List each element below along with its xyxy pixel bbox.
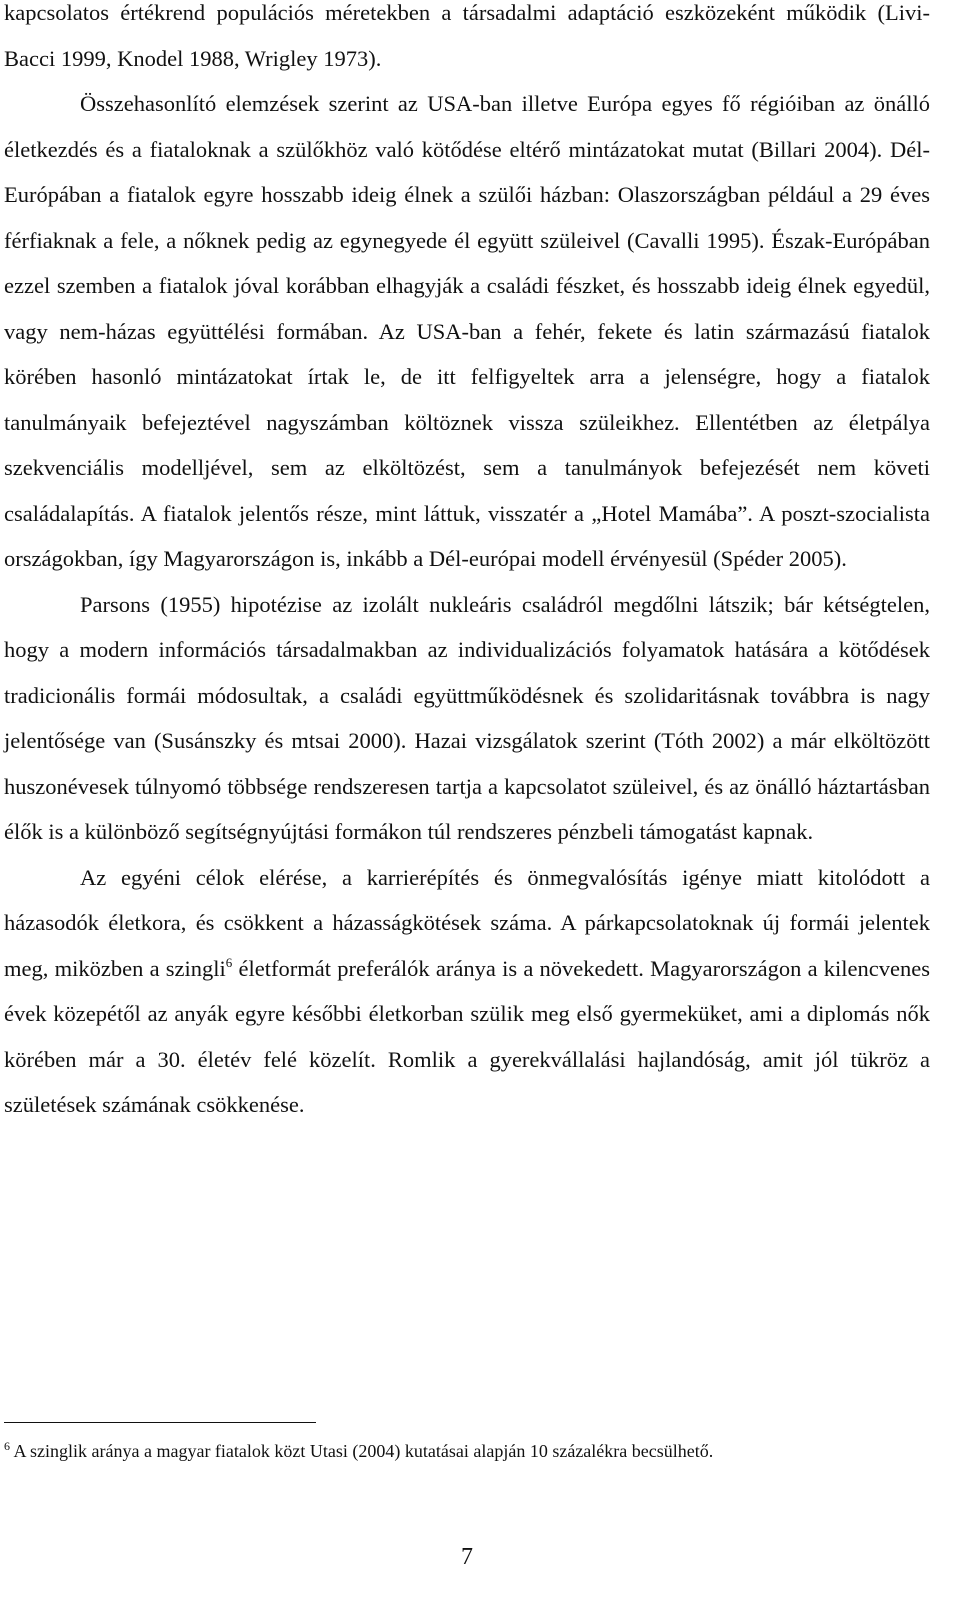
footnote-marker: 6 [4,1439,10,1453]
footnote-text: A szinglik aránya a magyar fiatalok közt Utasi (2004) kutatásai alapján 10 százalékra becsülhető. [10,1441,714,1461]
paragraph-4-text-after-footnote: életformát preferálók aránya is a növekedett. Magyarországon a kilencvenes évek közepétől az anyák egyre későbbi életkorban szülik meg első gyermeküket, ami a diplomás nők körében már a 30. életév felé közelít. Romlik a gyerekvállalási hajlandóság, amit jól tükröz a születések számának csökkenése. [4,955,930,1117]
paragraph-4 [4,855,930,1128]
paragraph-3: Parsons (1955) hipotézise az izolált nukleáris családról megdőlni látszik; bár kétségtelen, hogy a modern információs társadalmakban az individualizációs folyamatok hatására a kötődések tradicionális formái módosultak, a családi együttműködésnek és szolidaritásnak továbbra is nagy jelentősége van (Susánszky és mtsai 2000). Hazai vizsgálatok szerint (Tóth 2002) a már elköltözött huszonévesek túlnyomó többsége rendszeresen tartja a kapcsolatot szüleivel, és az önálló háztartásban élők is a különböző segítségnyújtási formákon túl rendszeres pénzbeli támogatást kapnak. [4,591,930,844]
body-text [4,0,930,1128]
footnote-separator [4,1422,316,1423]
footnote [4,1438,930,1464]
paragraph-2: Összehasonlító elemzések szerint az USA-ban illetve Európa egyes fő régióiban az önálló életkezdés és a fiataloknak a szülőkhöz való kötődése eltérő mintázatokat mutat (Billari 2004). Dél-Európában a fiatalok egyre hosszabb ideig élnek a szülői házban: Olaszországban például a 29 éves férfiaknak a fele, a nőknek pedig az egynegyede él együtt szüleivel (Cavalli 1995). Észak-Európában ezzel szemben a fiatalok jóval korábban elhagyják a családi fészket, és hosszabb ideig élnek egyedül, vagy nem-házas együttélési formában. Az USA-ban a fehér, fekete és latin származású fiatalok körében hasonló mintázatokat írtak le, de itt felfigyeltek arra a jelenségre, hogy a fiatalok tanulmányaik befejeztével nagyszámban költöznek vissza szüleikhez. Ellentétben az életpálya szekvenciális modelljével, sem az elköltözést, sem a tanulmányok befejezését nem követi családalapítás. A fiatalok jelentős része, mint láttuk, visszatér a „Hotel Mamába”. A poszt-szocialista országokban, így Magyarországon is, inkább a Dél-európai modell érvényesül (Spéder 2005). [4,91,930,571]
paragraph-4-text-before-footnote: Az egyéni célok elérése, a karrierépítés és önmegvalósítás igénye miatt kitolódott a házasodók életkora, és csökkent a házasságkötések száma. A párkapcsolatoknak új formái jelentek meg, miközben a szingli [4,864,930,981]
footnote-reference: 6 [225,954,233,970]
paragraph-1: kapcsolatos értékrend populációs méretekben a társadalmi adaptáció eszközeként működik (Livi-Bacci 1999, Knodel 1988, Wrigley 1973). [4,0,930,71]
page-number: 7 [461,1544,473,1570]
